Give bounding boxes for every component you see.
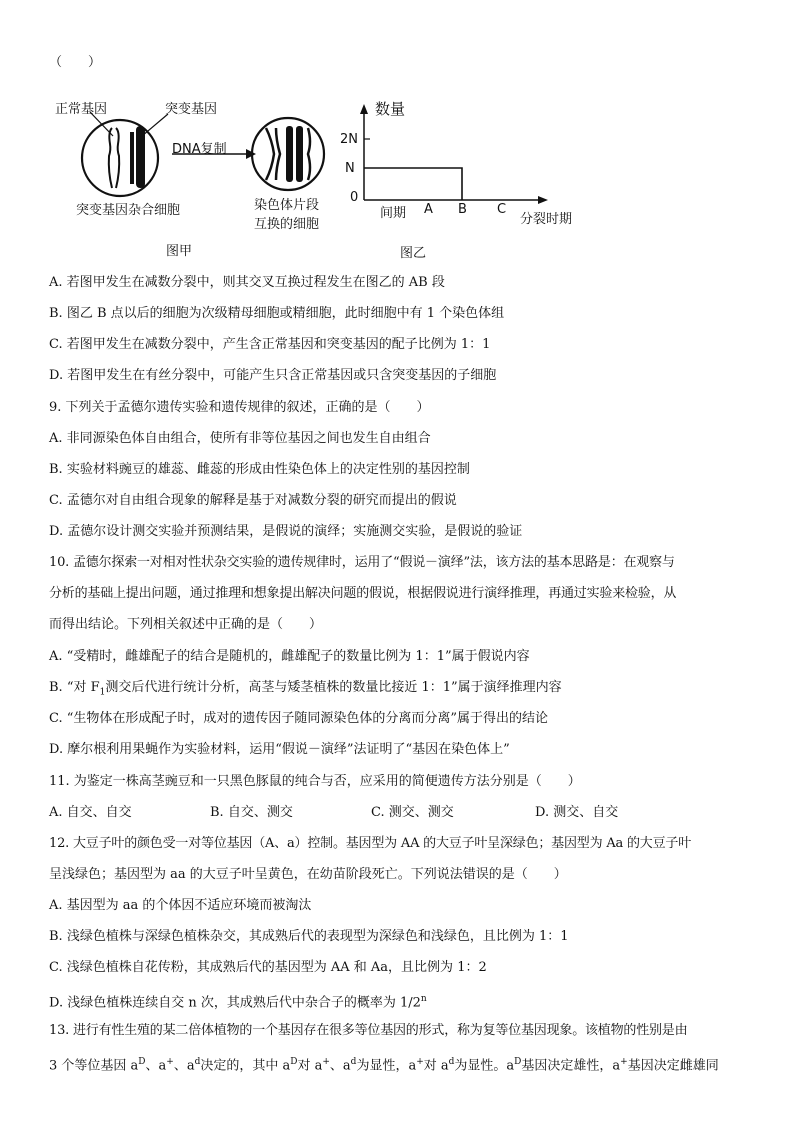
q11-option-b: B. 自交、测交 xyxy=(210,805,293,820)
y-tick-n: N xyxy=(345,161,355,176)
q12-stem-2: 呈浅绿色；基因型为 aa 的大豆子叶呈黄色，在幼苗阶段死亡。下列说法错误的是（ ） xyxy=(49,867,567,882)
q8-option-b: B. 图乙 B 点以后的细胞为次级精母细胞或精细胞，此时细胞中有 1 个染色体组 xyxy=(49,306,505,321)
q11-stem: 11. 为鉴定一株高茎豌豆和一只黑色豚鼠的纯合与否，应采用的简便遗传方法分别是（ ） xyxy=(49,774,581,789)
chromosome-normal xyxy=(109,128,112,188)
mutant-gene-label: 突变基因 xyxy=(165,102,218,117)
question-8-paren: （ ） xyxy=(49,55,102,70)
q10-option-a: A. “受精时，雌雄配子的结合是随机的，雌雄配子的数量比例为 1：1”属于假说内容 xyxy=(49,649,530,664)
q11-option-c: C. 测交、测交 xyxy=(371,805,454,820)
y-tick-0: 0 xyxy=(350,190,359,205)
x-tick-b: B xyxy=(458,202,467,217)
q10-option-b: B. “对 $F_1$测交后代进行统计分析，高茎与矮茎植株的数量比接近 1：1”属于演绎推理内容 xyxy=(49,680,562,698)
q8-option-a: A. 若图甲发生在减数分裂中，则其交叉互换过程发生在图乙的 AB 段 xyxy=(49,275,445,290)
q12-option-b: B. 浅绿色植株与深绿色植株杂交，其成熟后代的表现型为深绿色和浅绿色，且比例为 1：1 xyxy=(49,929,569,944)
q12-stem-1: 12. 大豆子叶的颜色受一对等位基因（A、a）控制。基因型为 AA 的大豆子叶呈深绿色；基因型为 Aa 的大豆子叶 xyxy=(49,836,691,851)
figure-jia xyxy=(50,92,350,262)
figure-jia-drawing xyxy=(50,92,350,262)
cell-2-caption-2: 互换的细胞 xyxy=(254,217,320,232)
q9-option-a: A. 非同源染色体自由组合，使所有非等位基因之间也发生自由组合 xyxy=(49,431,431,446)
dna-replication-label: DNA复制 xyxy=(172,142,227,157)
q13-stem-2: 3 个等位基因 $a^D$、a+、$a^d$决定的，其中 $a^D$对 a+、$a^d$为显性，a+对 $a^d$为显性。$a^D$基因决定雄性，a+基因决定雌雄同 xyxy=(49,1057,719,1074)
q12-option-c: C. 浅绿色植株自花传粉，其成熟后代的基因型为 AA 和 Aa，且比例为 1：2 xyxy=(49,960,487,975)
q10-stem-3: 而得出结论。下列相关叙述中正确的是（ ） xyxy=(49,617,323,632)
q10-option-c: C. “生物体在形成配子时，成对的遗传因子随同源染色体的分离而分离”属于得出的结论 xyxy=(49,711,549,726)
figure-jia-title: 图甲 xyxy=(166,244,193,259)
q13-stem-1: 13. 进行有性生殖的某二倍体植物的一个基因存在很多等位基因的形式，称为复等位基因现象。该植物的性别是由 xyxy=(49,1023,688,1038)
q10-option-d: D. 摩尔根利用果蝇作为实验材料，运用“假说－演绎”法证明了“基因在染色体上” xyxy=(49,742,510,757)
y-axis-title: 数量 xyxy=(375,100,406,118)
q9-stem: 9. 下列关于孟德尔遗传实验和遗传规律的叙述，正确的是（ ） xyxy=(49,400,430,415)
x-axis-title: 分裂时期 xyxy=(520,212,573,227)
cell-2-caption-1: 染色体片段 xyxy=(254,198,320,213)
x-tick-c: C xyxy=(497,202,507,217)
x-tick-a: A xyxy=(424,202,433,217)
x-tick-interphase: 间期 xyxy=(380,206,407,221)
figure-yi-title: 图乙 xyxy=(400,246,427,261)
q11-option-d: D. 测交、自交 xyxy=(535,805,619,820)
figure-yi xyxy=(340,92,600,267)
series-line xyxy=(364,168,462,200)
y-tick-2n: 2N xyxy=(340,132,358,147)
q10-stem-1: 10. 孟德尔探索一对相对性状杂交实验的遗传规律时，运用了“假说－演绎”法，该方法的基本思路是：在观察与 xyxy=(49,555,675,570)
q9-option-b: B. 实验材料豌豆的雄蕊、雌蕊的形成由性染色体上的决定性别的基因控制 xyxy=(49,462,470,477)
q9-option-c: C. 孟德尔对自由组合现象的解释是基于对减数分裂的研究而提出的假说 xyxy=(49,493,457,508)
q10-stem-2: 分析的基础上提出问题，通过推理和想象提出解决问题的假说，根据假说进行演绎推理，再通过实验来检验，从 xyxy=(49,586,677,601)
q11-option-a: A. 自交、自交 xyxy=(49,805,132,820)
q12-option-a: A. 基因型为 aa 的个体因不适应环境而被淘汰 xyxy=(49,898,312,913)
normal-gene-label: 正常基因 xyxy=(55,102,108,117)
cell-1-caption: 突变基因杂合细胞 xyxy=(76,203,181,218)
q12-option-d: D. 浅绿色植株连续自交 n 次，其成熟后代中杂合子的概率为 1/2$^n$ xyxy=(49,994,427,1011)
q8-option-d: D. 若图甲发生在有丝分裂中，可能产生只含正常基因或只含突变基因的子细胞 xyxy=(49,368,497,383)
q9-option-d: D. 孟德尔设计测交实验并预测结果，是假说的演绎；实施测交实验，是假说的验证 xyxy=(49,524,523,539)
q8-option-c: C. 若图甲发生在减数分裂中，产生含正常基因和突变基因的配子比例为 1：1 xyxy=(49,337,491,352)
